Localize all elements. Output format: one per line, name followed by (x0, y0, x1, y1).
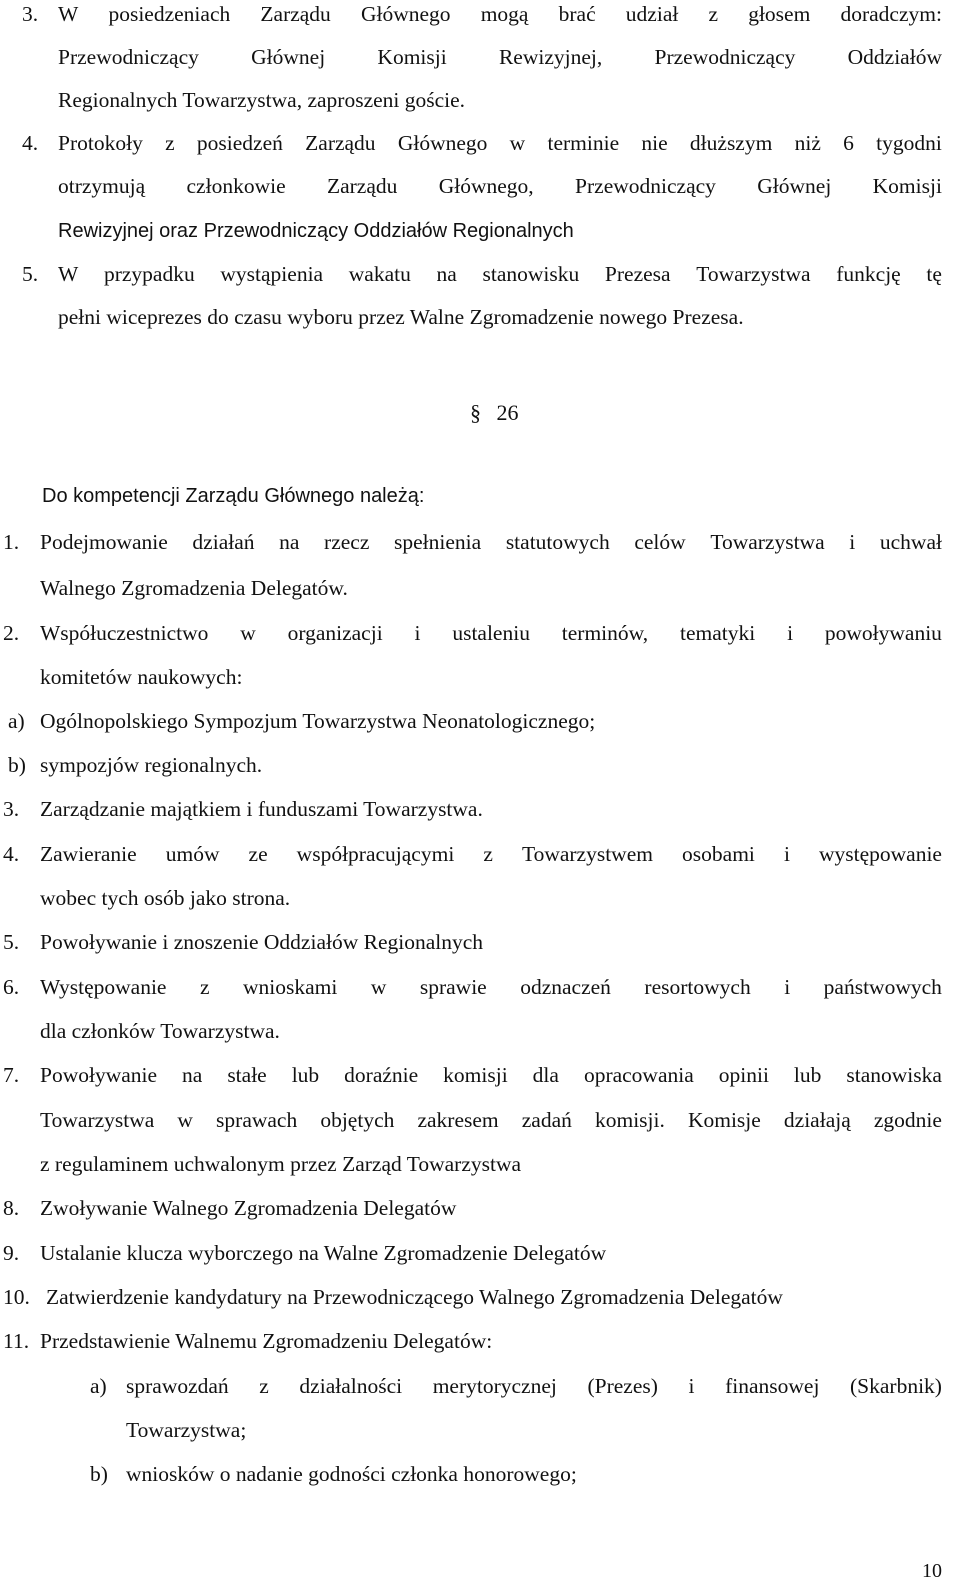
item-text-line: W posiedzeniach Zarządu Głównego mogą brać udział z głosem doradczym: (58, 2, 942, 26)
item-number: 3. (3, 797, 20, 821)
subitem-letter: b) (8, 753, 26, 777)
item-number: 4. (22, 131, 39, 155)
item-text-line: Powoływanie na stałe lub doraźnie komisji dla opracowania opinii lub stanowiska (40, 1063, 942, 1087)
item-text-line: Regionalnych Towarzystwa, zaproszeni goście. (58, 88, 466, 112)
item-number: 4. (3, 842, 20, 866)
section-number: 26 (496, 400, 519, 425)
item-text-line: Towarzystwa w sprawach objętych zakresem zadań komisji. Komisje działają zgodnie (40, 1108, 942, 1132)
item-number: 8. (3, 1196, 20, 1220)
item-text-line: Zatwierdzenie kandydatury na Przewodniczącego Walnego Zgromadzenia Delegatów (46, 1285, 783, 1309)
item-text-line: otrzymują członkowie Zarządu Głównego, Przewodniczący Głównej Komisji (58, 174, 942, 198)
item-number: 5. (3, 930, 20, 954)
subitem-letter: b) (90, 1462, 108, 1486)
item-text-line: komitetów naukowych: (40, 665, 243, 689)
item-number: 5. (22, 262, 39, 286)
subitem-letter: a) (90, 1374, 107, 1398)
item-text-line: Zarządzanie majątkiem i funduszami Towarzystwa. (40, 797, 483, 821)
section-sign: § (470, 400, 481, 425)
item-text-line: Współuczestnictwo w organizacji i ustaleniu terminów, tematyki i powoływaniu (40, 621, 942, 645)
item-text-line: Przedstawienie Walnemu Zgromadzeniu Delegatów: (40, 1329, 493, 1353)
subitem-text: Towarzystwa; (126, 1418, 247, 1442)
item-text-line: Występowanie z wnioskami w sprawie odznaczeń resortowych i państwowych (40, 975, 942, 999)
item-number: 10. (3, 1285, 30, 1309)
item-text-line: Ustalanie klucza wyborczego na Walne Zgromadzenie Delegatów (40, 1241, 607, 1265)
item-text-line: pełni wiceprezes do czasu wyboru przez Walne Zgromadzenie nowego Prezesa. (58, 305, 744, 329)
item-text-line: wobec tych osób jako strona. (40, 886, 291, 910)
item-number: 7. (3, 1063, 20, 1087)
item-text-line: Walnego Zgromadzenia Delegatów. (40, 576, 348, 600)
item-text-line: W przypadku wystąpienia wakatu na stanowisku Prezesa Towarzystwa funkcję tę (58, 262, 942, 286)
item-text-line: Zawieranie umów ze współpracującymi z Towarzystwem osobami i występowanie (40, 842, 942, 866)
item-text-line: Zwoływanie Walnego Zgromadzenia Delegatów (40, 1196, 457, 1220)
item-number: 9. (3, 1241, 20, 1265)
item-number: 1. (3, 530, 20, 554)
item-text-line: Protokoły z posiedzeń Zarządu Głównego w terminie nie dłuższym niż 6 tygodni (58, 131, 942, 155)
section-intro: Do kompetencji Zarządu Głównego należą: (42, 485, 425, 507)
item-text-line: dla członków Towarzystwa. (40, 1019, 280, 1043)
item-number: 3. (22, 2, 39, 26)
section-heading (470, 400, 519, 426)
subitem-text: wniosków o nadanie godności członka honorowego; (126, 1462, 577, 1486)
item-number: 11. (3, 1329, 30, 1353)
page-number: 10 (922, 1560, 942, 1582)
item-text-line: z regulaminem uchwalonym przez Zarząd Towarzystwa (40, 1152, 522, 1176)
item-number: 6. (3, 975, 20, 999)
item-number: 2. (3, 621, 20, 645)
item-text-line: Powoływanie i znoszenie Oddziałów Regionalnych (40, 930, 484, 954)
subitem-letter: a) (8, 709, 25, 733)
item-text-line: Przewodniczący Głównej Komisji Rewizyjnej, Przewodniczący Oddziałów (58, 45, 942, 69)
subitem-text: sympozjów regionalnych. (40, 753, 263, 777)
subitem-text: Ogólnopolskiego Sympozjum Towarzystwa Neonatologicznego; (40, 709, 596, 733)
item-text-line: Rewizyjnej oraz Przewodniczący Oddziałów Regionalnych (58, 220, 574, 242)
subitem-text: sprawozdań z działalności merytorycznej (Prezes) i finansowej (Skarbnik) (126, 1374, 942, 1398)
item-text-line: Podejmowanie działań na rzecz spełnienia statutowych celów Towarzystwa i uchwał (40, 530, 942, 554)
